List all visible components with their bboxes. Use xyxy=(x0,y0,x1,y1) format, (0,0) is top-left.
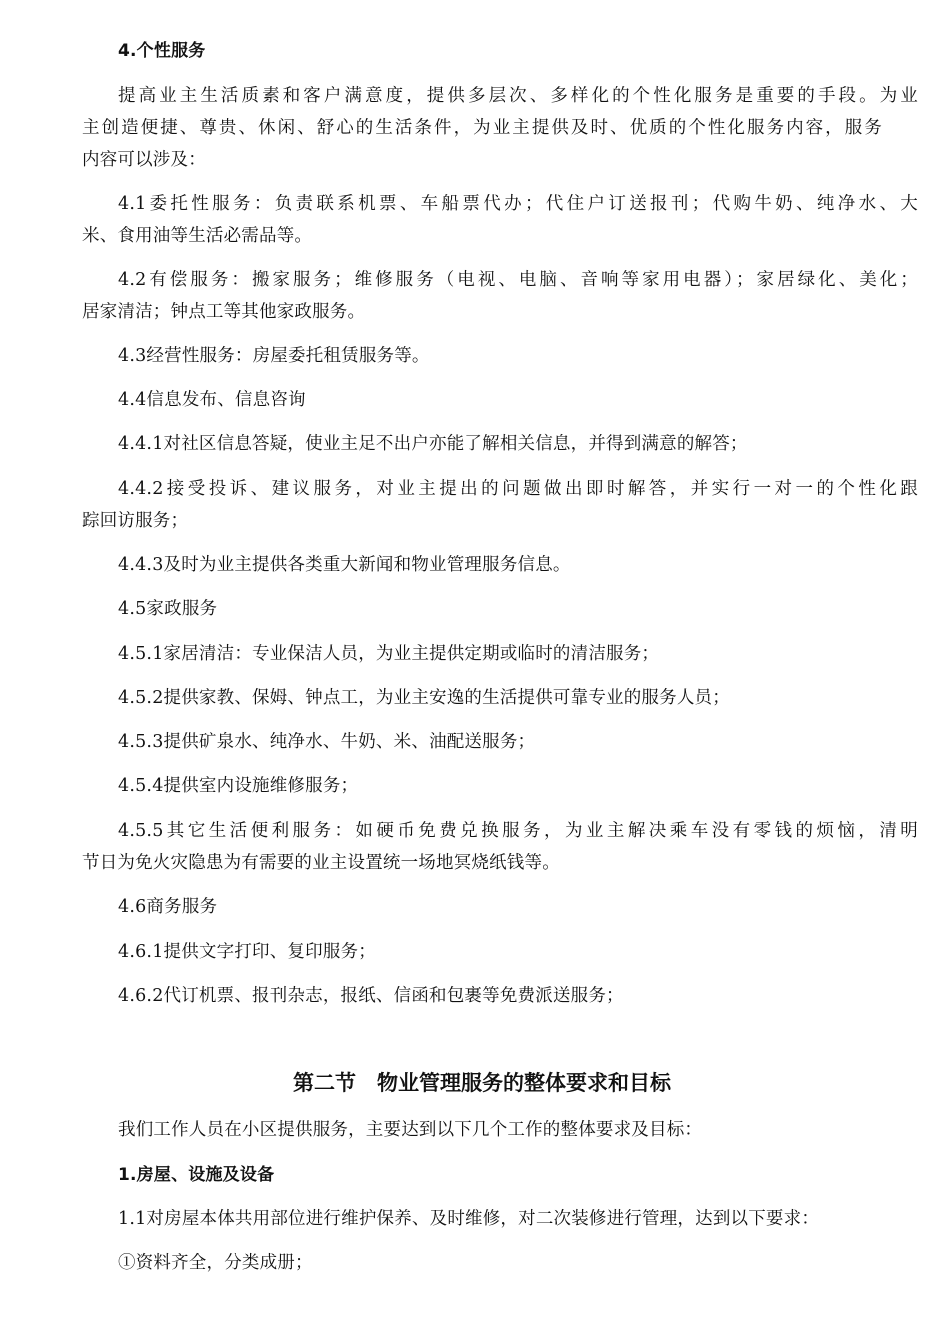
item-4-4-3: 4.4.3及时为业主提供各类重大新闻和物业管理服务信息。 xyxy=(118,555,571,575)
section-2-intro: 我们工作人员在小区提供服务，主要达到以下几个工作的整体要求及目标： xyxy=(118,1120,703,1140)
item-4-6-1: 4.6.1提供文字打印、复印服务； xyxy=(118,942,376,962)
item-4-1-line-1: 4.1委托性服务：负责联系机票、车船票代办；代住户订送报刊；代购牛奶、纯净水、大 xyxy=(118,194,918,214)
item-4-3: 4.3经营性服务：房屋委托租赁服务等。 xyxy=(118,346,430,366)
item-4-4-2-line-2: 踪回访服务； xyxy=(82,511,189,531)
item-4-5-1: 4.5.1家居清洁：专业保洁人员，为业主提供定期或临时的清洁服务； xyxy=(118,644,660,664)
item-4-5: 4.5家政服务 xyxy=(118,599,218,619)
item-4-4-2-line-1: 4.4.2接受投诉、建议服务，对业主提出的问题做出即时解答，并实行一对一的个性化跟 xyxy=(118,479,918,499)
item-4-2-line-2: 居家清洁；钟点工等其他家政服务。 xyxy=(82,302,366,322)
item-4-5-5-line-1: 4.5.5其它生活便利服务：如硬币免费兑换服务，为业主解决乘车没有零钱的烦恼，清明 xyxy=(118,821,918,841)
item-4-6-2: 4.6.2代订机票、报刊杂志，报纸、信函和包裹等免费派送服务； xyxy=(118,986,624,1006)
heading-personalized-service: 4.个性服务 xyxy=(118,41,206,61)
document-page xyxy=(82,0,918,1344)
requirement-1: ①资料齐全，分类成册； xyxy=(118,1253,313,1273)
item-4-5-4: 4.5.4提供室内设施维修服务； xyxy=(118,776,359,796)
item-4-5-2: 4.5.2提供家教、保姆、钟点工，为业主安逸的生活提供可靠专业的服务人员； xyxy=(118,688,730,708)
item-4-5-3: 4.5.3提供矿泉水、纯净水、牛奶、米、油配送服务； xyxy=(118,732,536,752)
item-4-5-5-line-2: 节日为免火灾隐患为有需要的业主设置统一场地冥烧纸钱等。 xyxy=(82,853,560,873)
intro-paragraph-line-3: 内容可以涉及： xyxy=(82,150,206,170)
item-4-2-line-1: 4.2有偿服务：搬家服务；维修服务（电视、电脑、音响等家用电器）；家居绿化、美化； xyxy=(118,270,918,290)
item-1-1: 1.1对房屋本体共用部位进行维护保养、及时维修，对二次装修进行管理，达到以下要求： xyxy=(118,1209,820,1229)
item-4-6: 4.6商务服务 xyxy=(118,897,218,917)
item-4-1-line-2: 米、食用油等生活必需品等。 xyxy=(82,226,313,246)
intro-paragraph-line-2: 主创造便捷、尊贵、休闲、舒心的生活条件，为业主提供及时、优质的个性化服务内容，服务 xyxy=(82,118,882,138)
heading-housing-facilities: 1.房屋、设施及设备 xyxy=(118,1165,275,1185)
intro-paragraph-line-1: 提高业主生活质素和客户满意度，提供多层次、多样化的个性化服务是重要的手段。为业 xyxy=(118,86,918,106)
item-4-4: 4.4信息发布、信息咨询 xyxy=(118,390,306,410)
item-4-4-1: 4.4.1对社区信息答疑，使业主足不出户亦能了解相关信息，并得到满意的解答； xyxy=(118,434,748,454)
section-2-title: 第二节 物业管理服务的整体要求和目标 xyxy=(293,1071,671,1095)
